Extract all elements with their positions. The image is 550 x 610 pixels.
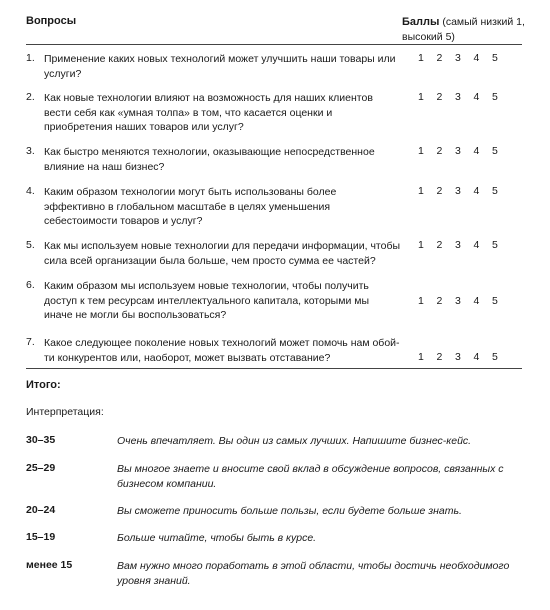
score-option: 5 bbox=[492, 295, 498, 307]
score-range: 25–29 bbox=[26, 462, 56, 474]
interpretation-text: Вы многое знаете и вносите свой вклад в обсуждение вопросов, связанных с бизнесом компании. bbox=[117, 463, 504, 490]
score-scale bbox=[418, 52, 530, 64]
score-option: 5 bbox=[492, 351, 498, 363]
question-row bbox=[26, 336, 526, 366]
header-divider bbox=[26, 44, 522, 45]
score-option: 2 bbox=[436, 185, 443, 197]
score-option: 4 bbox=[473, 52, 480, 64]
score-option: 1 bbox=[418, 185, 424, 197]
score-option: 3 bbox=[455, 239, 461, 251]
question-row bbox=[26, 52, 526, 82]
score-column-header bbox=[402, 15, 532, 45]
score-option: 1 bbox=[418, 52, 424, 64]
score-range: 15–19 bbox=[26, 531, 56, 543]
questions-column-header: Вопросы bbox=[26, 15, 77, 27]
question-text: Каким образом технологии могут быть использованы более эффективно в глобальном масштабе в целях уменьшения себестоимости товаров и услуг? bbox=[44, 186, 337, 227]
question-number: 1. bbox=[26, 52, 35, 64]
score-scale bbox=[418, 91, 530, 103]
score-option: 3 bbox=[455, 91, 461, 103]
score-option: 5 bbox=[492, 145, 498, 157]
score-option: 4 bbox=[473, 351, 480, 363]
question-row bbox=[26, 239, 526, 269]
question-number: 5. bbox=[26, 239, 35, 251]
score-range: 30–35 bbox=[26, 434, 56, 446]
score-option: 4 bbox=[473, 295, 480, 307]
score-option: 5 bbox=[492, 52, 498, 64]
score-label-rest: (самый низкий 1, высокий 5) bbox=[402, 16, 525, 43]
interpretation-text: Очень впечатляет. Вы один из самых лучших. Напишите бизнес-кейс. bbox=[117, 435, 472, 447]
question-row bbox=[26, 185, 526, 229]
score-option: 1 bbox=[418, 239, 424, 251]
interpretation-text: Больше читайте, чтобы быть в курсе. bbox=[117, 532, 317, 544]
score-option: 4 bbox=[473, 185, 480, 197]
question-row bbox=[26, 145, 526, 175]
score-option: 3 bbox=[455, 145, 461, 157]
question-text: Как новые технологии влияют на возможность для наших клиентов вести себя как «умная толпа» в том, что касается оценки и приобретения наших товаров или услуг? bbox=[44, 92, 373, 133]
score-option: 3 bbox=[455, 295, 461, 307]
score-option: 3 bbox=[455, 351, 461, 363]
question-number: 7. bbox=[26, 336, 35, 348]
score-option: 1 bbox=[418, 295, 424, 307]
question-text: Какое следующее поколение новых технологий может помочь нам обой-ти конкурентов или, наоборот, может вызвать отставание? bbox=[44, 337, 400, 364]
score-option: 1 bbox=[418, 351, 424, 363]
score-scale bbox=[418, 351, 530, 363]
question-number: 3. bbox=[26, 145, 35, 157]
score-option: 4 bbox=[473, 239, 480, 251]
interpretation-text: Вам нужно много поработать в этой области, чтобы достичь необходимого уровня знаний. bbox=[117, 560, 510, 587]
score-option: 5 bbox=[492, 239, 498, 251]
question-number: 2. bbox=[26, 91, 35, 103]
question-text: Как мы используем новые технологии для передачи информации, чтобы сила всей организации была больше, чем просто сумма ее частей? bbox=[44, 240, 401, 267]
score-option: 2 bbox=[436, 351, 443, 363]
score-option: 2 bbox=[436, 295, 443, 307]
interpretation-label: Интерпретация: bbox=[26, 406, 104, 418]
score-option: 5 bbox=[492, 185, 498, 197]
score-option: 2 bbox=[436, 52, 443, 64]
score-option: 5 bbox=[492, 91, 498, 103]
question-text: Применение каких новых технологий может улучшить наши товары или услуги? bbox=[44, 53, 396, 80]
question-number: 4. bbox=[26, 185, 35, 197]
score-scale bbox=[418, 239, 530, 251]
score-scale bbox=[418, 185, 530, 197]
table-bottom-divider bbox=[26, 368, 522, 369]
question-row bbox=[26, 91, 526, 135]
question-text: Как быстро меняются технологии, оказывающие непосредственное влияние на наш бизнес? bbox=[44, 146, 375, 173]
score-option: 2 bbox=[436, 145, 443, 157]
score-option: 2 bbox=[436, 91, 443, 103]
score-scale bbox=[418, 145, 530, 157]
score-option: 4 bbox=[473, 91, 480, 103]
question-text: Каким образом мы используем новые технологии, чтобы получить доступ к тем ресурсам интеллектуального капитала, которыми мы иначе не могли бы воспользоваться? bbox=[44, 280, 369, 321]
question-number: 6. bbox=[26, 279, 35, 291]
total-label: Итого: bbox=[26, 379, 61, 391]
score-scale bbox=[418, 295, 530, 307]
score-option: 3 bbox=[455, 52, 461, 64]
score-option: 3 bbox=[455, 185, 461, 197]
interpretation-text: Вы сможете приносить больше пользы, если будете больше знать. bbox=[117, 505, 462, 517]
score-range: менее 15 bbox=[26, 559, 73, 571]
score-range: 20–24 bbox=[26, 504, 56, 516]
score-option: 4 bbox=[473, 145, 480, 157]
score-option: 1 bbox=[418, 91, 424, 103]
score-label-bold: Баллы bbox=[402, 16, 440, 28]
score-option: 1 bbox=[418, 145, 424, 157]
score-option: 2 bbox=[436, 239, 443, 251]
question-row bbox=[26, 279, 526, 323]
